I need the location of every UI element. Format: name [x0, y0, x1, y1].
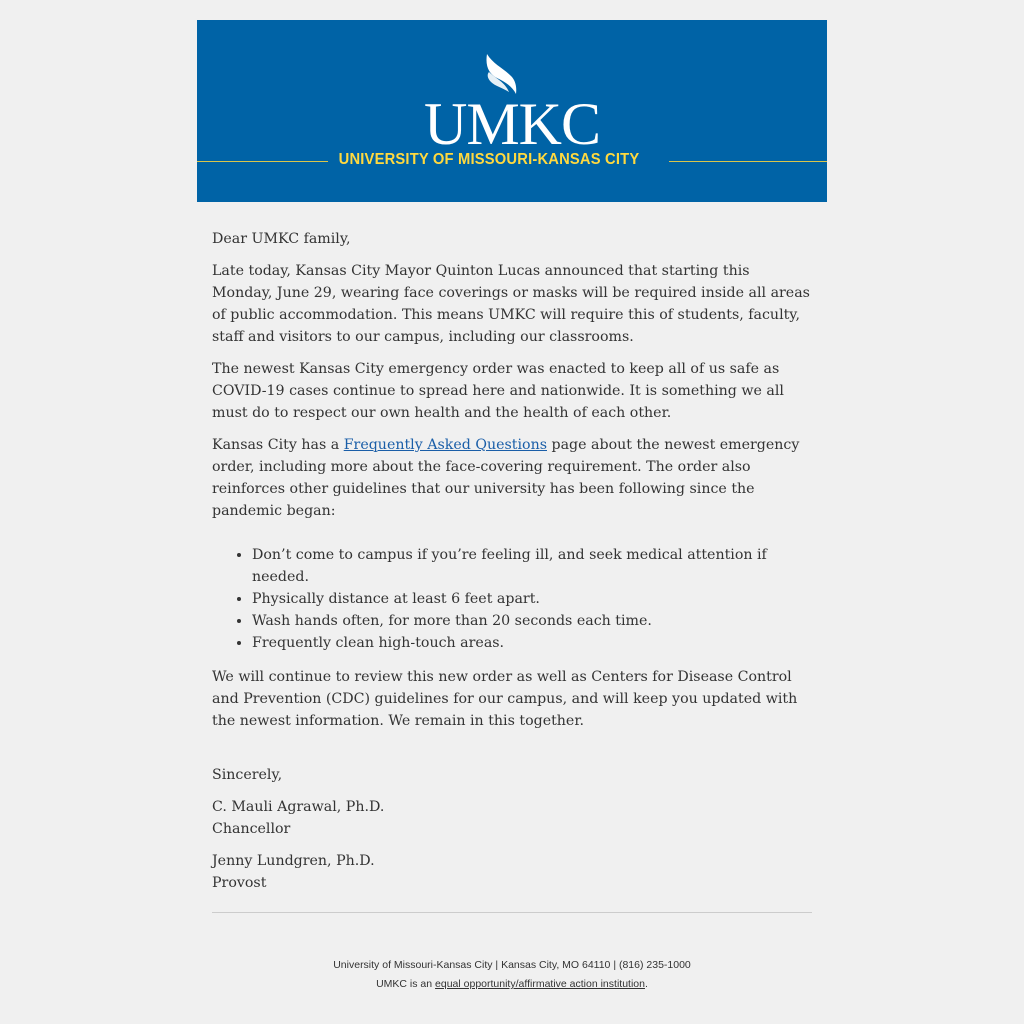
guidelines-list	[212, 544, 812, 654]
list-item: • Wash hands often, for more than 20 seconds each time.	[252, 610, 812, 632]
faq-link[interactable]: Frequently Asked Questions	[343, 437, 547, 453]
paragraph-1: Late today, Kansas City Mayor Quinton Lucas announced that starting this Monday, June 29, wearing face coverings or masks will be required inside all areas of public accommodation. This means UMKC will require this of students, faculty, staff and visitors to our campus, including our classrooms.	[212, 263, 810, 345]
signer-provost: Jenny Lundgren, Ph.D. Provost	[212, 853, 375, 891]
eo-link[interactable]: equal opportunity/affirmative action institution	[435, 978, 645, 990]
banner-rule-right	[669, 161, 827, 162]
umkc-logo: UMKC	[423, 91, 601, 157]
paragraph-2: The newest Kansas City emergency order was enacted to keep all of us safe as COVID-19 cases continue to spread here and nationwide. It is something we all must do to respect our own health and the health of each other.	[212, 361, 784, 421]
list-item: • Physically distance at least 6 feet apart.	[252, 588, 812, 610]
footer-address: University of Missouri-Kansas City | Kansas City, MO 64110 | (816) 235-1000	[333, 959, 691, 971]
footer-divider	[212, 912, 812, 913]
paragraph-3: Kansas City has a Frequently Asked Questions page about the newest emergency order, including more about the face-covering requirement. The order also reinforces other guidelines that our university has been following since the pandemic began:	[212, 437, 800, 519]
signature-block	[212, 764, 812, 894]
closing: Sincerely,	[212, 767, 283, 783]
list-item: • Don’t come to campus if you’re feeling ill, and seek medical attention if needed.	[252, 544, 812, 588]
footer	[212, 956, 812, 994]
banner-rule-left	[197, 161, 328, 162]
university-tagline: UNIVERSITY OF MISSOURI-KANSAS CITY	[338, 151, 640, 168]
header-banner	[197, 20, 827, 202]
letter-body	[212, 228, 812, 904]
footer-eo-line: UMKC is an equal opportunity/affirmative action institution.	[376, 978, 648, 990]
list-item: • Frequently clean high-touch areas.	[252, 632, 812, 654]
greeting: Dear UMKC family,	[212, 231, 351, 247]
signer-chancellor: C. Mauli Agrawal, Ph.D. Chancellor	[212, 799, 385, 837]
paragraph-4: We will continue to review this new order as well as Centers for Disease Control and Prevention (CDC) guidelines for our campus, and will keep you updated with the newest information. We remain in this together.	[212, 669, 798, 729]
